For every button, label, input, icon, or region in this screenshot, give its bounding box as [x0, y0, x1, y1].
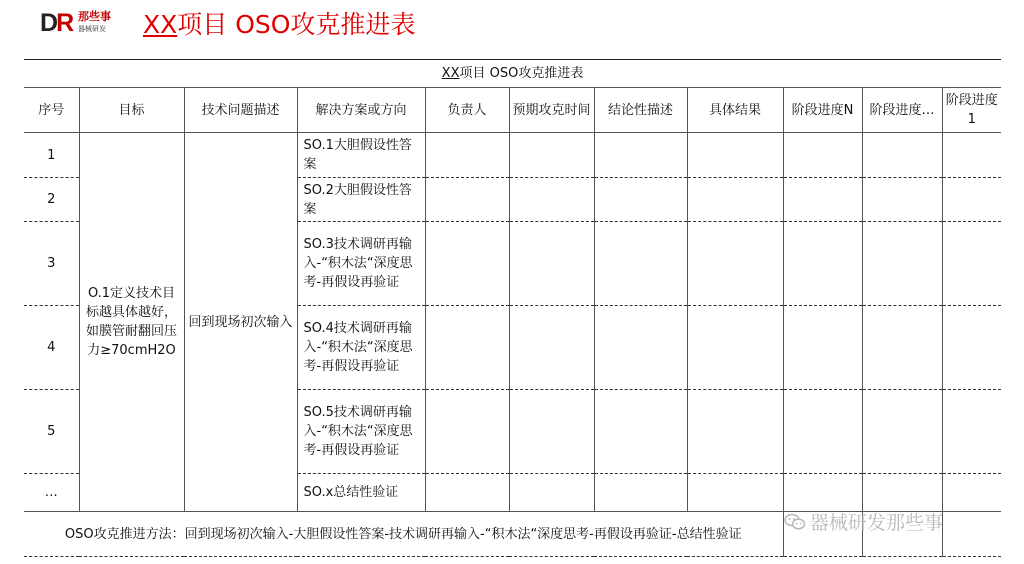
- header-cell: 负责人: [425, 88, 509, 133]
- row-number: 3: [24, 222, 79, 306]
- watermark: [784, 508, 943, 535]
- solution-cell: SO.1大胆假设性答案: [297, 133, 425, 178]
- target-cell: O.1定义技术目标越具体越好，如膜管耐翻回压力≥70cmH2O: [79, 133, 184, 512]
- solution-cell: SO.2大胆假设性答案: [297, 178, 425, 222]
- logo-name: 那些事: [78, 10, 111, 23]
- oso-table: [24, 59, 1001, 557]
- table-header-row: [24, 88, 1001, 133]
- slide-title: XX项目 OSO攻克推进表: [143, 10, 416, 39]
- solution-cell: SO.5技术调研再输入-“积木法“深度思考-再假设再验证: [297, 390, 425, 474]
- header-cell: 具体结果: [687, 88, 783, 133]
- header-cell: 预期攻克时间: [509, 88, 594, 133]
- row-number: …: [24, 474, 79, 512]
- header-cell: 序号: [24, 88, 79, 133]
- wechat-icon: [784, 513, 806, 531]
- solution-cell: SO.4技术调研再输入-“积木法“深度思考-再假设再验证: [297, 306, 425, 390]
- header-cell: 阶段进度…: [862, 88, 942, 133]
- table-row: [24, 133, 1001, 178]
- watermark-text: 器械研发那些事: [810, 512, 944, 534]
- problem-cell: 回到现场初次输入: [184, 133, 297, 512]
- table-caption: XX项目 OSO攻克推进表: [24, 60, 1001, 88]
- row-number: 5: [24, 390, 79, 474]
- logo-subtitle: 器械研发: [78, 25, 106, 33]
- logo-mark: DR: [40, 9, 73, 37]
- header-cell: 结论性描述: [594, 88, 687, 133]
- solution-cell: SO.x总结性验证: [297, 474, 425, 512]
- header-cell: 阶段进度N: [783, 88, 862, 133]
- row-number: 4: [24, 306, 79, 390]
- header-cell: 目标: [79, 88, 184, 133]
- row-number: 2: [24, 178, 79, 222]
- solution-cell: SO.3技术调研再输入-“积木法“深度思考-再假设再验证: [297, 222, 425, 306]
- method-footer: OSO攻克推进方法：回到现场初次输入-大胆假设性答案-技术调研再输入-“积木法“深度思考-再假设再验证-总结性验证: [24, 512, 783, 557]
- header-cell: 解决方案或方向: [297, 88, 425, 133]
- header-cell: 技术问题描述: [184, 88, 297, 133]
- row-number: 1: [24, 133, 79, 178]
- header-cell: 阶段进度1: [942, 88, 1001, 133]
- brand-logo: [40, 9, 118, 37]
